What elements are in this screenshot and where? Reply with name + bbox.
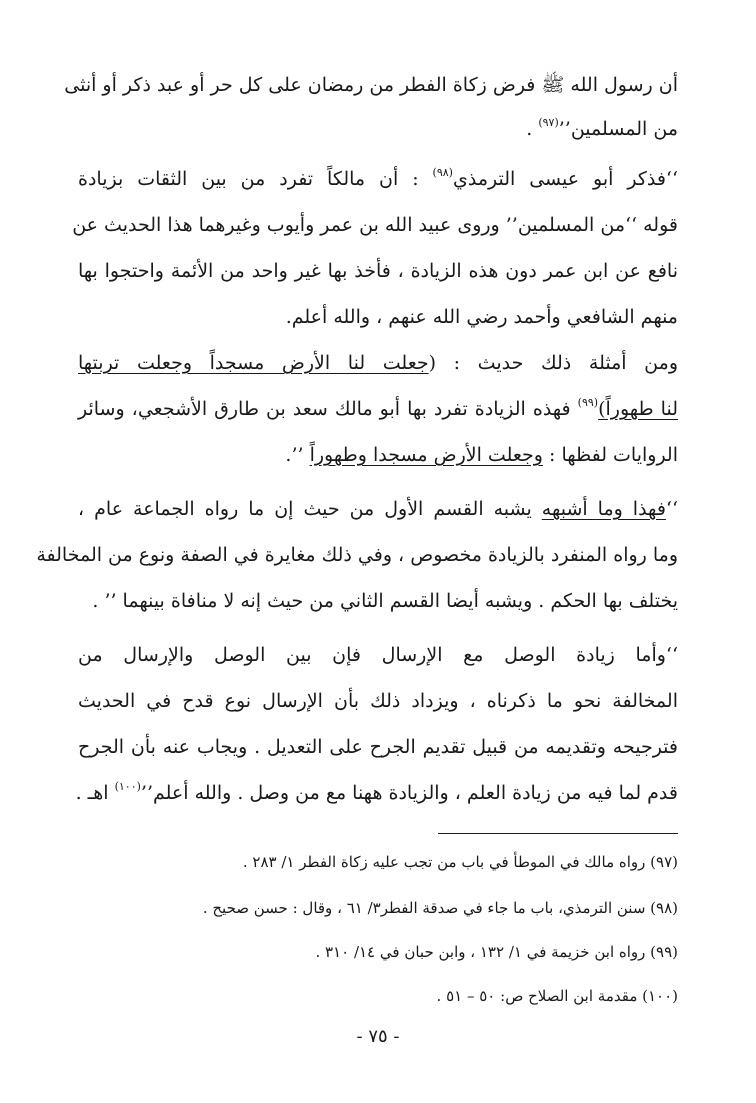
- footnote-ref[interactable]: (٩٨): [432, 166, 453, 179]
- underlined-phrase: فهذا وما أشبهه: [541, 498, 666, 520]
- body-line: المخالفة نحو ما ذكرناه ، ويزداد ذلك بأن الإرسال نوع قدح في الحديث: [78, 690, 678, 712]
- body-line: من المسلمين’’$^{(٩٧)}$ .: [526, 116, 678, 140]
- body-line: ‘‘وأما زيادة الوصل مع الإرسال فإن بين الوصل والإرسال من: [78, 644, 678, 666]
- footnote-ref[interactable]: (٩٧): [538, 116, 559, 129]
- body-line: ومن أمثلة ذلك حديث : (جعلت لنا الأرض مسجداً وجعلت تربتها: [78, 352, 678, 374]
- footnote: (٩٩) رواه ابن خزيمة في ١/ ١٣٢ ، وابن حبان في ١٤/ ٣١٠ .: [315, 943, 678, 961]
- body-line: أن رسول الله ﷺ فرض زكاة الفطر من رمضان على كل حر أو عبد ذكر أو أنثى: [64, 74, 678, 96]
- footnote-ref[interactable]: (٩٩): [577, 396, 599, 409]
- underlined-quote: وجعلت الأرض مسجدا وطهوراً: [309, 444, 543, 466]
- body-line: وما رواه المنفرد بالزيادة مخصوص ، وفي ذلك مغايرة في الصفة ونوع من المخالفة: [36, 544, 678, 566]
- page-number: - ٧٥ -: [356, 1026, 400, 1047]
- footnote: (١٠٠) مقدمة ابن الصلاح ص: ٥٠ – ٥١ .: [436, 987, 678, 1005]
- body-line: لنا طهوراً)$^{(٩٩)}$ فهذه الزيادة تفرد بها أبو مالك سعد بن طارق الأشجعي، وسائر: [78, 396, 678, 420]
- body-line: نافع عن ابن عمر دون هذه الزيادة ، فأخذ بها غير واحد من الأئمة واحتجوا بها: [78, 260, 678, 282]
- body-line: ‘‘فذكر أبو عيسى الترمذي$^{(٩٨)}$ : أن مالكاً تفرد من بين الثقات بزيادة: [78, 166, 679, 190]
- body-line: منهم الشافعي وأحمد رضي الله عنهم ، والله أعلم.: [285, 306, 678, 328]
- body-line: قوله ‘‘من المسلمين’’ وروى عبيد الله بن عمر وأيوب وغيرهما هذا الحديث عن: [72, 214, 678, 236]
- underlined-quote: جعلت لنا الأرض مسجداً وجعلت تربتها: [78, 352, 429, 374]
- body-line: الروايات لفظها : وجعلت الأرض مسجدا وطهوراً ’’.: [285, 444, 678, 466]
- footnote-ref[interactable]: (١٠٠): [114, 780, 141, 793]
- body-line: قدم لما فيه من زيادة العلم ، والزيادة ههنا مع من وصل . والله أعلم’’$^{(١٠٠)}$ اهـ .: [75, 780, 678, 804]
- page-body: [36, 0, 679, 1103]
- body-line: ‘‘فهذا وما أشبهه يشبه القسم الأول من حيث إن ما رواه الجماعة عام ،: [78, 498, 678, 520]
- body-line: يختلف بها الحكم . ويشبه أيضا القسم الثاني من حيث إنه لا منافاة بينهما ’’ .: [92, 590, 678, 612]
- underlined-quote: لنا طهوراً): [598, 398, 678, 420]
- body-line: فترجيحه وتقديمه من قبيل تقديم الجرح على التعديل . ويجاب عنه بأن الجرح: [78, 736, 678, 758]
- footnote: (٩٧) رواه مالك في الموطأ في باب من تجب عليه زكاة الفطر ١/ ٢٨٣ .: [242, 853, 678, 871]
- footnote-separator: [438, 833, 678, 834]
- footnote: (٩٨) سنن الترمذي، باب ما جاء في صدقة الفطر٣/ ٦١ ، وقال : حسن صحيح .: [202, 899, 678, 917]
